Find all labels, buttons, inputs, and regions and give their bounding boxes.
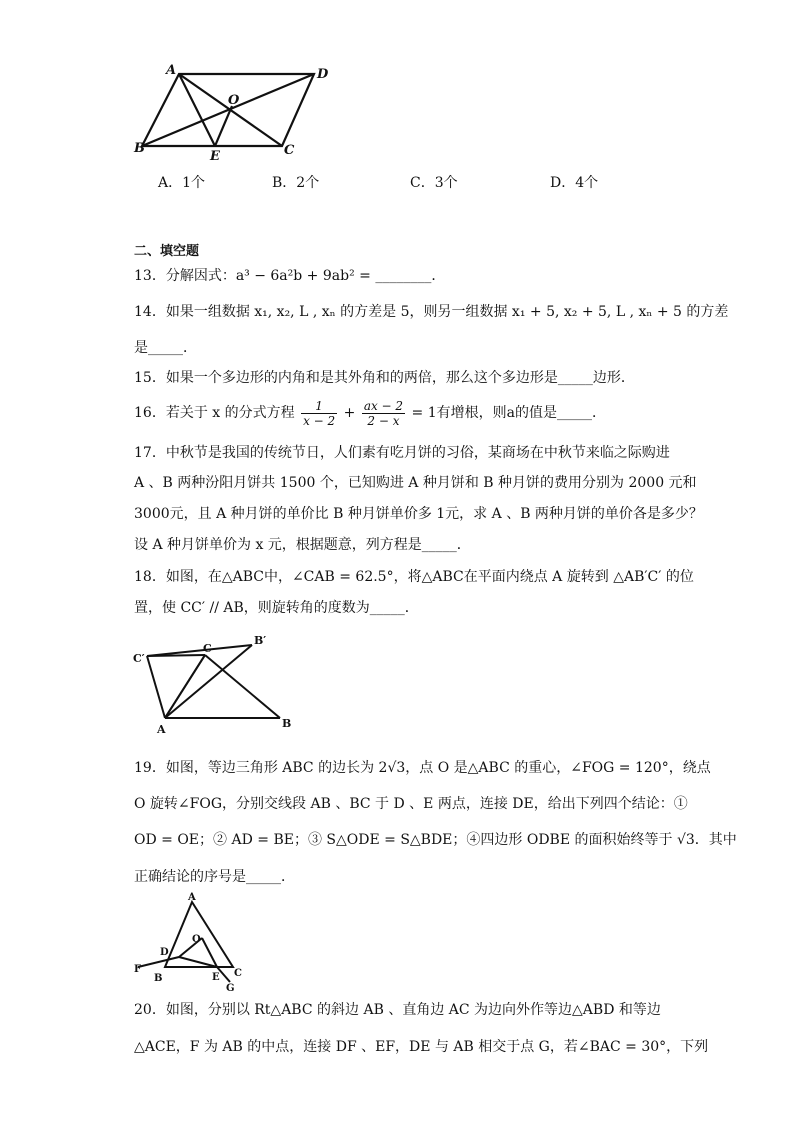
question-14-line1: 14．如果一组数据 x₁, x₂, L , xₙ 的方差是 5，则另一组数据 x₁ + 5, x₂ + 5, L , xₙ + 5 的方差 [134, 304, 729, 320]
q16-plus: + [343, 405, 356, 421]
question-17-line1: 17．中秋节是我国的传统节日，人们素有吃月饼的习俗，某商场在中秋节来临之际购进 [134, 445, 670, 461]
q16-fraction-2 [362, 399, 405, 428]
question-18-line2: 置，使 CC′ // AB，则旋转角的度数为_____． [134, 600, 419, 616]
question-14-line2: 是_____． [134, 340, 197, 356]
label-C: C [284, 143, 295, 158]
section-title: 二、填空题 [134, 244, 200, 259]
question-15: 15．如果一个多边形的内角和是其外角和的两倍，那么这个多边形是_____边形． [134, 370, 635, 386]
option-a: A．1个 [158, 175, 206, 191]
parallelogram-figure [132, 60, 332, 164]
label-B: B [282, 717, 292, 730]
equilateral-triangle-figure [130, 890, 250, 995]
question-19-line1: 19．如图，等边三角形 ABC 的边长为 2√3，点 O 是△ABC 的重心，∠FOG = 120°，绕点 [134, 760, 711, 776]
question-20-line2: △ACE，F 为 AB 的中点，连接 DF 、EF，DE 与 AB 相交于点 G，若∠BAC = 30°，下列 [134, 1039, 709, 1055]
q16-f2-den: 2 − x [367, 413, 400, 428]
label-A: A [157, 723, 166, 736]
label-C-prime: C′ [133, 652, 145, 665]
label-B-prime: B′ [254, 634, 267, 647]
question-16 [134, 398, 606, 428]
q16-f2-num: ax − 2 [363, 398, 404, 413]
label-A: A [188, 892, 196, 903]
q16-f1-den: x − 2 [303, 413, 336, 428]
question-17-line4: 设 A 种月饼单价为 x 元，根据题意，列方程是_____． [134, 537, 471, 553]
q16-suffix: = 1有增根，则a的值是_____． [411, 405, 606, 421]
rotation-figure [130, 628, 300, 738]
label-B: B [134, 141, 145, 156]
label-O: O [228, 93, 240, 108]
question-20-line1: 20．如图，分别以 Rt△ABC 的斜边 AB 、直角边 AC 为边向外作等边△ABD 和等边 [134, 1002, 661, 1018]
question-17-line2: A 、B 两种汾阳月饼共 1500 个，已知购进 A 种月饼和 B 种月饼的费用分别为 2000 元和 [134, 475, 697, 491]
label-F: F [134, 964, 142, 975]
option-b: B．2个 [272, 175, 320, 191]
label-C: C [203, 642, 212, 655]
label-D: D [317, 67, 329, 82]
label-G: G [226, 983, 235, 994]
q16-prefix: 16．若关于 x 的分式方程 [134, 405, 295, 421]
label-E: E [212, 972, 220, 983]
option-d: D．4个 [550, 175, 599, 191]
q16-fraction-1 [301, 399, 337, 428]
q16-f1-num: 1 [301, 399, 337, 414]
label-O: O [192, 934, 201, 945]
question-19-line2: O 旋转∠FOG，分别交线段 AB 、BC 于 D 、E 两点，连接 DE，给出下列四个结论：① [134, 796, 688, 812]
label-E: E [210, 149, 220, 164]
question-19-line4: 正确结论的序号是_____． [134, 869, 295, 885]
question-13: 13．分解因式：a³ − 6a²b + 9ab² = ________． [134, 268, 446, 284]
question-17-line3: 3000元，且 A 种月饼的单价比 B 种月饼单价多 1元，求 A 、B 两种月饼的单价各是多少？ [134, 506, 703, 522]
label-B: B [154, 973, 163, 984]
label-C: C [234, 968, 242, 979]
label-A: A [166, 63, 177, 78]
label-D: D [160, 947, 169, 958]
question-19-line3: OD = OE；② AD = BE；③ S△ODE = S△BDE；④四边形 ODBE 的面积始终等于 √3．其中 [134, 832, 737, 848]
question-18-line1: 18．如图，在△ABC中，∠CAB = 62.5°，将△ABC在平面内绕点 A 旋转到 △AB′C′ 的位 [134, 569, 694, 585]
option-c: C．3个 [410, 175, 458, 191]
